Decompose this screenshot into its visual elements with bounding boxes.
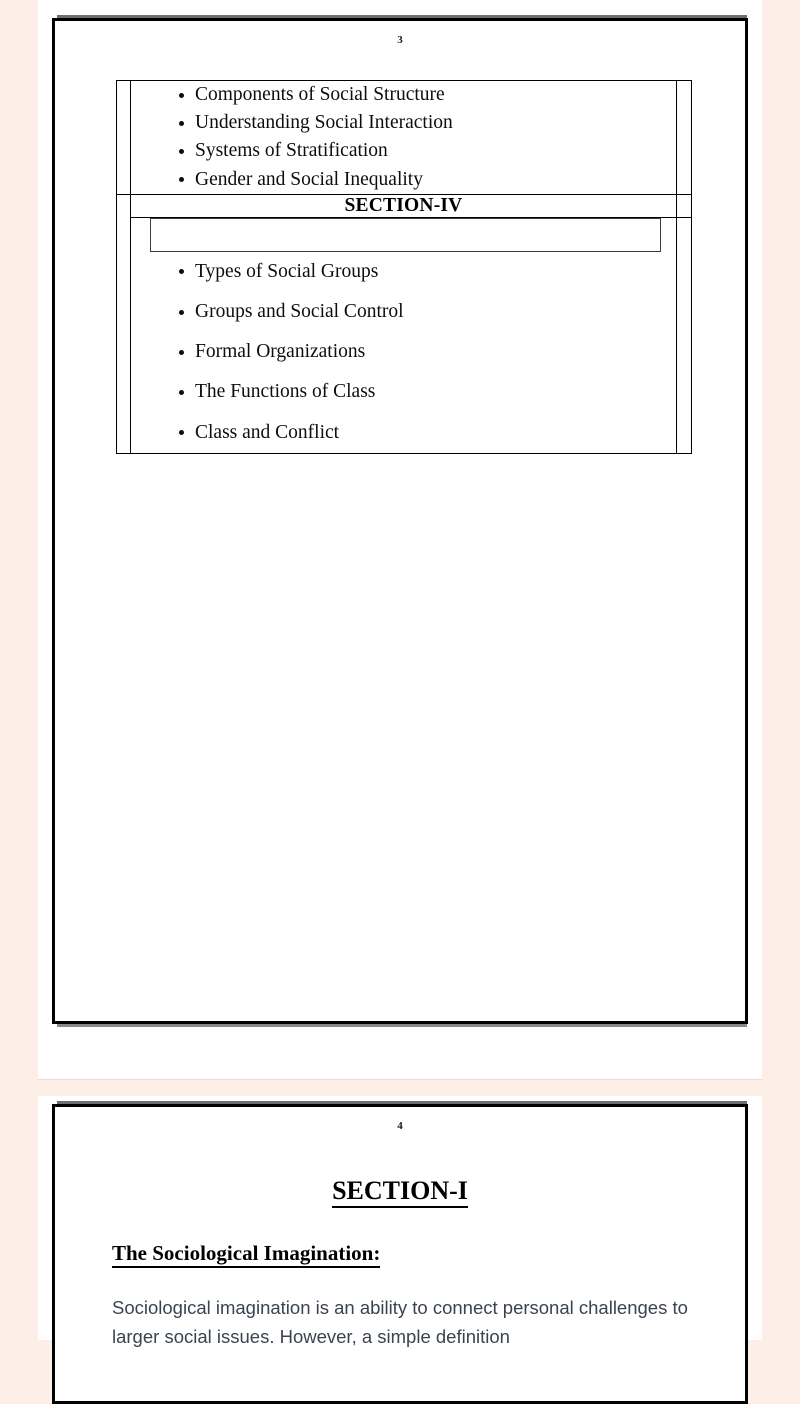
list-item: Groups and Social Control (131, 292, 676, 332)
body-paragraph: Sociological imagination is an ability to connect personal challenges to larger social issues. However, a simple definition (112, 1297, 688, 1347)
page-separator (0, 1079, 800, 1096)
list-item: Gender and Social Inequality (131, 166, 676, 194)
course-outline-table (116, 80, 692, 454)
list-item: Formal Organizations (131, 332, 676, 372)
table-cell-right-gutter (677, 194, 692, 217)
table-cell-left-gutter (117, 81, 131, 195)
table-row-empty-box (117, 217, 692, 252)
table-cell-left-gutter (117, 217, 131, 252)
table-cell-left-gutter (117, 252, 131, 454)
page-3 (52, 18, 748, 1024)
section-4-heading: SECTION-IV (131, 194, 677, 217)
sociological-imagination-subheading-text: The Sociological Imagination: (112, 1241, 380, 1268)
list-item: Understanding Social Interaction (131, 109, 676, 137)
section-3-topic-list (131, 81, 676, 194)
table-cell-right-gutter (677, 81, 692, 195)
table-row-section-4 (117, 252, 692, 454)
page-number-3: 3 (397, 34, 403, 46)
table-cell-right-gutter (677, 252, 692, 454)
list-item: Types of Social Groups (131, 252, 676, 292)
empty-text-box (150, 218, 661, 252)
section-4-topic-list (131, 252, 676, 453)
list-item: Class and Conflict (131, 413, 676, 453)
section-1-title (55, 1176, 745, 1206)
table-cell-empty-box (131, 217, 677, 252)
list-item: The Functions of Class (131, 372, 676, 412)
list-item: Systems of Stratification (131, 137, 676, 165)
section-1-title-text: SECTION-I (332, 1176, 468, 1208)
page-number-4: 4 (397, 1120, 403, 1132)
table-row-section-4-heading (117, 194, 692, 217)
sociological-imagination-subheading (112, 1241, 745, 1266)
table-cell-section-3-topics (131, 81, 677, 195)
page-4 (52, 1104, 748, 1404)
table-cell-left-gutter (117, 194, 131, 217)
table-row-section-3 (117, 81, 692, 195)
table-cell-right-gutter (677, 217, 692, 252)
table-cell-section-4-topics (131, 252, 677, 454)
list-item: Components of Social Structure (131, 81, 676, 109)
page-separator-line (38, 1079, 762, 1080)
